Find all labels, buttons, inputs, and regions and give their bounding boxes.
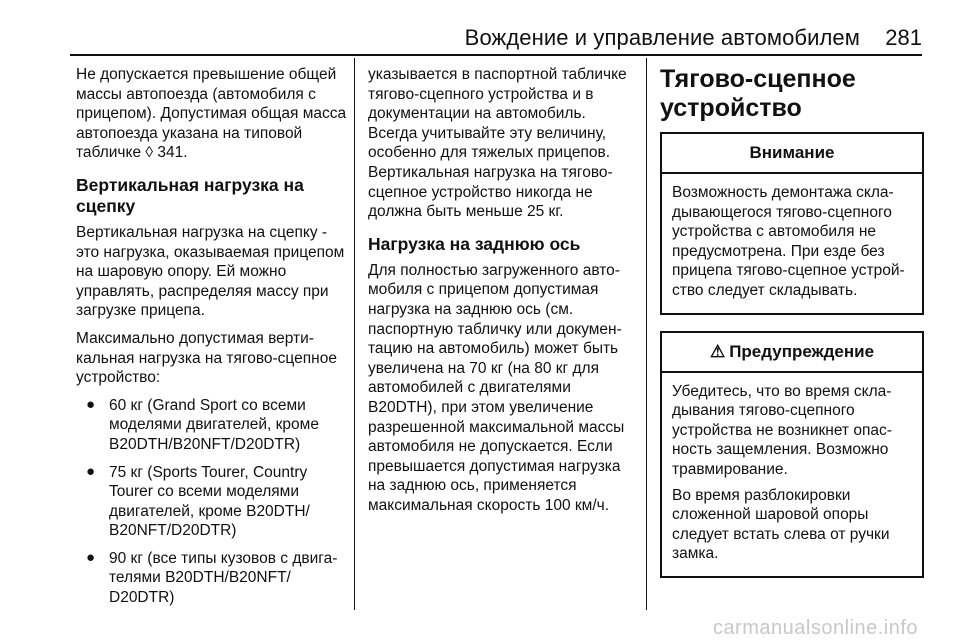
list-item bbox=[76, 549, 348, 608]
watermark: carmanualsonline.info bbox=[712, 617, 918, 639]
page-header bbox=[0, 0, 960, 55]
column-2 bbox=[368, 65, 636, 523]
tongue-load-paragraph: Вертикальная нагрузка на сцепку - это нагрузка, оказываемая прицепом на шаровую опору. Ей можно управлять, распределяя массу при загрузке прицепа. bbox=[76, 223, 345, 320]
section-heading-tongue-load: Вертикальная нагрузка на сцепку bbox=[76, 174, 304, 216]
intro-paragraph: Не допускается превышение общей массы автопоезда (автомобиля с прицепом). Допустимая общая масса автопоезда указана на типовой табличке ◊ 341. bbox=[76, 66, 347, 162]
list-item bbox=[76, 463, 348, 541]
continuation-paragraph: указывается в паспортной табличке тягово-сцепного устройства и в документации на автомобиль. Всегда учитывайте эту величину, особенно для тяжелых прицепов. Вертикальная нагрузка на тягово-сцепное устройство никогда не должна быть меньше 25 кг. bbox=[368, 66, 627, 221]
page-number: 281 bbox=[885, 25, 922, 50]
list-item-text: 75 кг (Sports Tourer, Country Tourer со всеми моделями двигателей, кроме B20DTH/ B20NFT/D20DTR) bbox=[109, 463, 310, 540]
warning-text-2: Во время разблокировки сложенной шаровой опоры следует встать слева от ручки замка. bbox=[672, 486, 890, 563]
header-rule bbox=[70, 54, 922, 56]
column-1 bbox=[76, 65, 348, 616]
warning-icon: ⚠ bbox=[709, 341, 726, 361]
bullet-icon: ● bbox=[86, 548, 96, 566]
bullet-icon: ● bbox=[86, 395, 96, 413]
list-item bbox=[76, 396, 348, 455]
list-item-text: 60 кг (Grand Sport со всеми моделями двигателей, кроме B20DTH/B20NFT/D20DTR) bbox=[109, 396, 319, 453]
warning-text-1: Убедитесь, что во время складывания тягово-сцепного устройства не возникнет опасность защемления. Возможно травмирование. bbox=[672, 382, 892, 478]
column-divider-2 bbox=[646, 58, 647, 610]
section-heading-rear-axle: Нагрузка на заднюю ось bbox=[368, 233, 581, 254]
bullet-icon: ● bbox=[86, 462, 96, 480]
section-title: Вождение и управление автомобилем bbox=[464, 25, 860, 50]
warning-box bbox=[660, 331, 924, 578]
notice-title: Внимание bbox=[662, 134, 922, 174]
max-load-paragraph: Максимально допустимая вертикальная нагрузка на тягово-сцепное устройство: bbox=[76, 329, 337, 387]
section-heading-tow-hitch: Тягово-сцепное устройство bbox=[660, 65, 856, 122]
column-3 bbox=[660, 65, 924, 578]
warning-header bbox=[662, 333, 922, 373]
warning-title: Предупреждение bbox=[729, 341, 875, 361]
list-item-text: 90 кг (все типы кузовов с двигателями B20DTH/B20NFT/ D20DTR) bbox=[109, 549, 338, 607]
notice-box bbox=[660, 132, 924, 315]
rear-axle-paragraph: Для полностью загруженного автомобиля с прицепом допустимая нагрузка на заднюю ось (см. паспортную табличку или документацию на автомобиль) может быть увеличена на 70 кг (на 80 кг для автомобилей с двигателями B20DTH), при этом увеличение разрешенной максимальной массы автомобиля не допускается. Если превышается допустимая нагрузка на заднюю ось, применяется максимальная скорость 100 км/ч. bbox=[368, 261, 625, 514]
column-divider-1 bbox=[354, 58, 355, 610]
notice-text: Возможность демонтажа складывающегося тягово-сцепного устройства с автомобиля не предусмотрена. При езде без прицепа тягово-сцепное устройство следует складывать. bbox=[672, 184, 905, 299]
